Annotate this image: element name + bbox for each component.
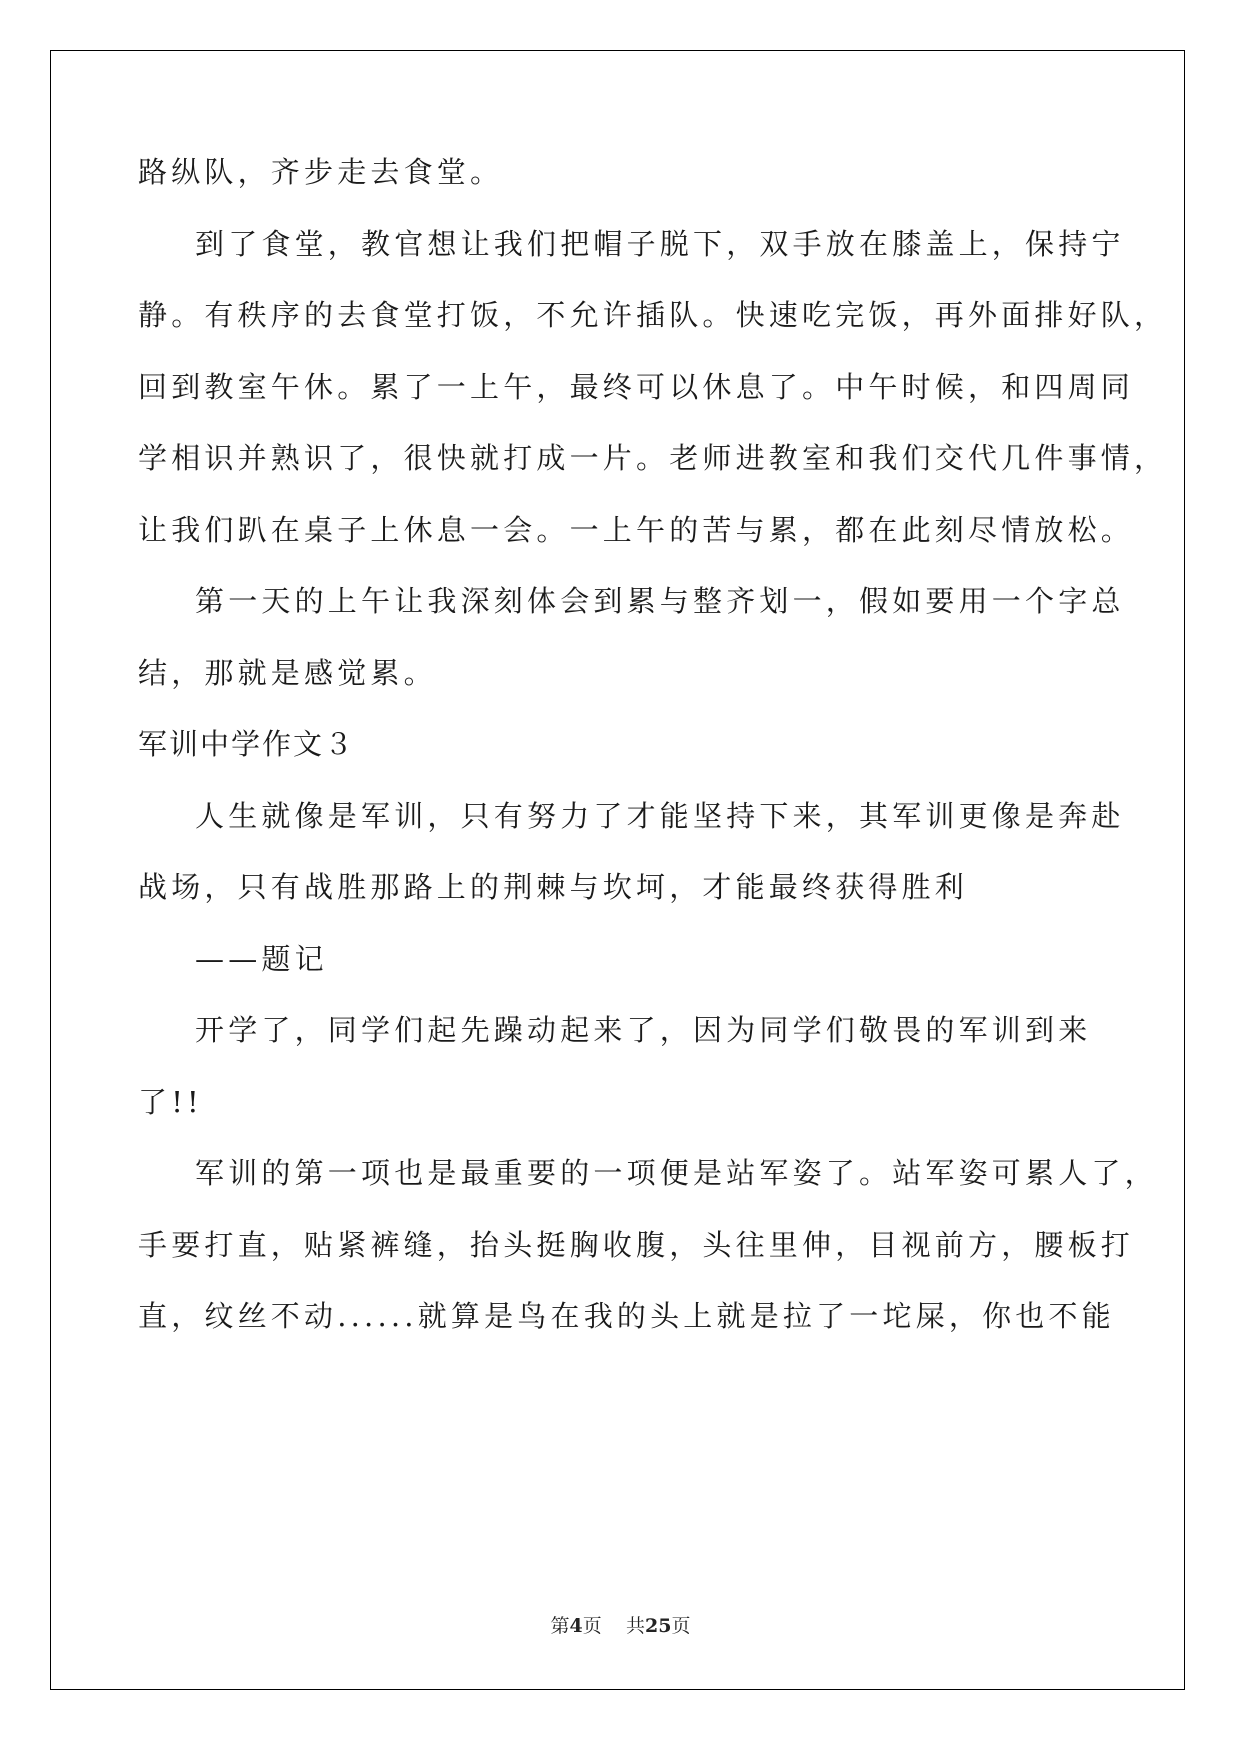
page-number: 4 — [569, 1615, 583, 1637]
text-line: 了!! — [138, 1085, 203, 1119]
section-heading: 军训中学作文３ — [138, 727, 356, 761]
paragraph-start: 第一天的上午让我深刻体会到累与整齐划一，假如要用一个字总 — [195, 584, 1125, 618]
paragraph-start: 军训的第一项也是最重要的一项便是站军姿了。站军姿可累人了， — [195, 1156, 1158, 1190]
text-line: 直，纹丝不动......就算是鸟在我的头上就是拉了一坨屎，你也不能 — [138, 1299, 1115, 1333]
page-prefix: 第 — [550, 1615, 570, 1637]
text-line: 回到教室午休。累了一上午，最终可以休息了。中午时候，和四周同 — [138, 370, 1135, 404]
text-line: 战场，只有战胜那路上的荆棘与坎坷，才能最终获得胜利 — [138, 870, 969, 904]
epigraph-attribution: ——题记 — [195, 942, 328, 976]
paragraph-start: 到了食堂，教官想让我们把帽子脱下，双手放在膝盖上，保持宁 — [195, 227, 1125, 261]
page-footer — [0, 1614, 1241, 1638]
text-line: 结，那就是感觉累。 — [138, 656, 437, 690]
text-line: 让我们趴在桌子上休息一会。一上午的苦与累，都在此刻尽情放松。 — [138, 513, 1135, 547]
paragraph-start: 开学了，同学们起先躁动起来了，因为同学们敬畏的军训到来 — [195, 1013, 1092, 1047]
text-line: 学相识并熟识了，很快就打成一片。老师进教室和我们交代几件事情， — [138, 441, 1168, 475]
text-line: 路纵队，齐步走去食堂。 — [138, 155, 504, 189]
text-line: 手要打直，贴紧裤缝，抬头挺胸收腹，头往里伸，目视前方，腰板打 — [138, 1228, 1135, 1262]
total-prefix: 共 — [625, 1615, 645, 1637]
total-suffix: 页 — [671, 1615, 691, 1637]
text-line: 静。有秩序的去食堂打饭，不允许插队。快速吃完饭，再外面排好队， — [138, 298, 1168, 332]
page-suffix: 页 — [582, 1615, 602, 1637]
total-pages: 25 — [644, 1615, 672, 1637]
paragraph-start: 人生就像是军训，只有努力了才能坚持下来，其军训更像是奔赴 — [195, 799, 1125, 833]
